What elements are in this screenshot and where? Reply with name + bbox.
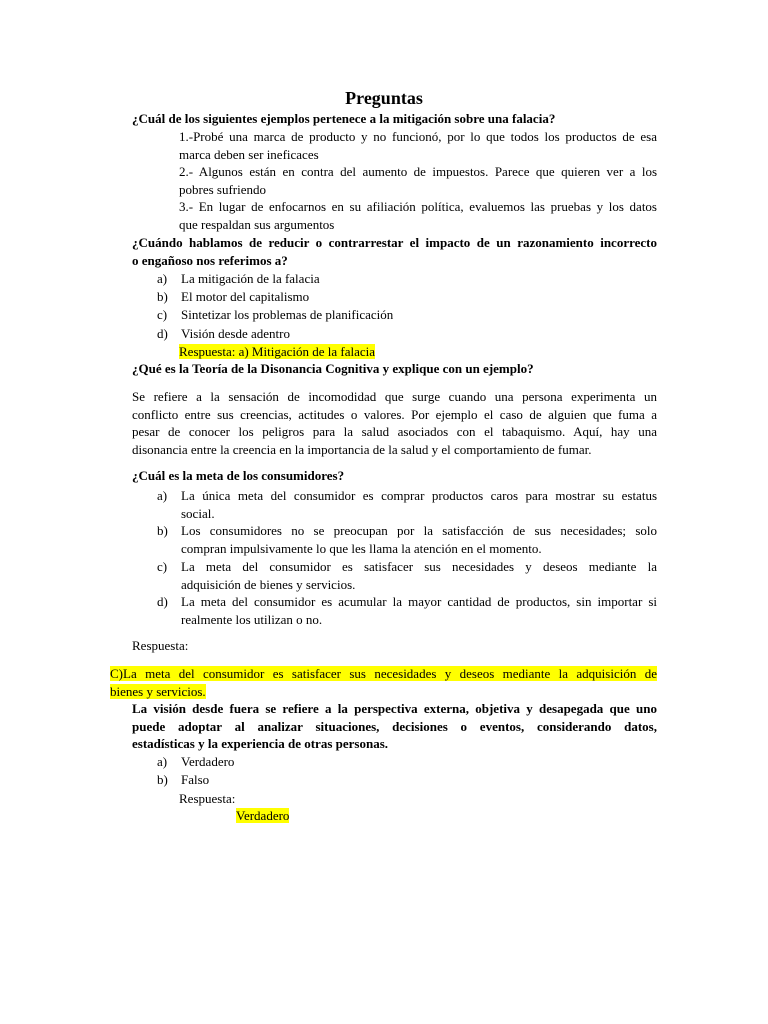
q4-option-b	[181, 522, 657, 557]
q4-option-c-line-1: La meta del consumidor es satisfacer sus necesidades y deseos mediante la	[181, 559, 657, 574]
q4-option-c-line-2: adquisición de bienes y servicios.	[181, 576, 356, 592]
question-4: ¿Cuál es la meta de los consumidores?	[132, 468, 345, 483]
q3-answer-line-1: Se refiere a la sensación de incomodidad que surge cuando una persona experimenta un	[132, 389, 657, 404]
q2-answer-wrap	[179, 343, 375, 361]
question-5-line-2: puede adoptar al analizar situaciones, decisiones o eventos, considerando datos,	[132, 718, 657, 734]
q4-option-b-line-2: compran impulsivamente lo que les llama la atención en el momento.	[181, 540, 542, 556]
q4-option-a	[181, 487, 657, 522]
q4-option-d-line-1: La meta del consumidor es acumular la mayor cantidad de productos, sin importar si	[181, 594, 657, 609]
question-2-line-1: ¿Cuándo hablamos de reducir o contrarrestar el impacto de un razonamiento incorrecto	[132, 235, 657, 250]
q3-answer-line-2: conflicto entre sus creencias, actitudes o valores. Por ejemplo el caso de alguien que fuma a	[132, 406, 657, 422]
q1-option-1-line-2: marca deben ser ineficaces	[179, 146, 319, 162]
question-2-line-2: o engañoso nos referimos a?	[132, 252, 288, 268]
q4-answer-line-2	[110, 683, 657, 701]
question-5-line-1: La visión desde fuera se refiere a la perspectiva externa, objetiva y desapegada que uno	[132, 701, 657, 716]
q4-marker-b: b)	[157, 523, 168, 538]
q1-option-2-line-2: pobres sufriendo	[179, 181, 267, 197]
q4-option-d-line-2: realmente los utilizan o no.	[181, 611, 323, 627]
q4-answer-line-1	[110, 665, 657, 683]
q4-option-c	[181, 558, 657, 593]
q2-marker-a: a)	[157, 271, 168, 286]
q2-marker-c: c)	[157, 307, 168, 322]
q2-marker-d: d)	[157, 326, 168, 341]
q1-option-1-line-1: 1.-Probé una marca de producto y no funcionó, por lo que todos los productos de esa	[179, 129, 657, 144]
q2-option-a: La mitigación de la falacia	[181, 271, 320, 286]
q5-marker-b: b)	[157, 772, 168, 787]
q4-answer-line-1-text: C)La meta del consumidor es satisfacer sus necesidades y deseos mediante la adquisición de	[110, 666, 657, 681]
q5-answer: Verdadero	[236, 808, 290, 823]
q5-answer-label: Respuesta:	[179, 791, 236, 806]
question-5-line-3: estadísticas y la experiencia de otras personas.	[132, 736, 389, 751]
q1-option-1	[179, 128, 657, 163]
q2-marker-b: b)	[157, 289, 168, 304]
question-1: ¿Cuál de los siguientes ejemplos pertenece a la mitigación sobre una falacia?	[132, 111, 556, 126]
q5-option-a: Verdadero	[181, 754, 235, 769]
q3-answer	[132, 388, 657, 458]
q5-marker-a: a)	[157, 754, 168, 769]
question-2	[132, 234, 657, 269]
q4-option-d	[181, 593, 657, 628]
question-3: ¿Qué es la Teoría de la Disonancia Cognitiva y explique con un ejemplo?	[132, 361, 534, 376]
page-title: Preguntas	[345, 88, 423, 108]
q5-answer-wrap	[236, 807, 289, 825]
q1-option-3-line-1: 3.- En lugar de enfocarnos en su afiliación política, evaluemos las pruebas y los datos	[179, 199, 657, 214]
q1-option-2	[179, 163, 657, 198]
q4-option-a-line-1: La única meta del consumidor es comprar productos caros para mostrar su estatus	[181, 488, 657, 503]
q3-answer-line-3: pesar de conocer los peligros para la salud asociados con el tabaquismo. Aquí, hay una	[132, 424, 657, 439]
q4-marker-d: d)	[157, 594, 168, 609]
q4-answer	[110, 665, 657, 700]
q2-option-b: El motor del capitalismo	[181, 289, 310, 304]
question-5	[132, 700, 657, 753]
q3-answer-line-4: disonancia entre la creencia en la importancia de la salud y el comportamiento de fumar.	[132, 441, 592, 457]
q2-option-d: Visión desde adentro	[181, 326, 290, 341]
q2-answer: Respuesta: a) Mitigación de la falacia	[179, 344, 376, 359]
q4-answer-label: Respuesta:	[132, 638, 189, 653]
q4-answer-line-2-text: bienes y servicios.	[110, 683, 206, 699]
q4-marker-c: c)	[157, 559, 168, 574]
q1-option-3	[179, 198, 657, 233]
q1-option-2-line-1: 2.- Algunos están en contra del aumento de impuestos. Parece que quieren ver a los	[179, 164, 657, 179]
q4-marker-a: a)	[157, 488, 168, 503]
q4-option-b-line-1: Los consumidores no se preocupan por la satisfacción de sus necesidades; solo	[181, 523, 657, 538]
q5-option-b: Falso	[181, 772, 210, 787]
q1-option-3-line-2: que respaldan sus argumentos	[179, 216, 335, 232]
q2-option-c: Sintetizar los problemas de planificación	[181, 307, 394, 322]
q4-option-a-line-2: social.	[181, 505, 215, 521]
